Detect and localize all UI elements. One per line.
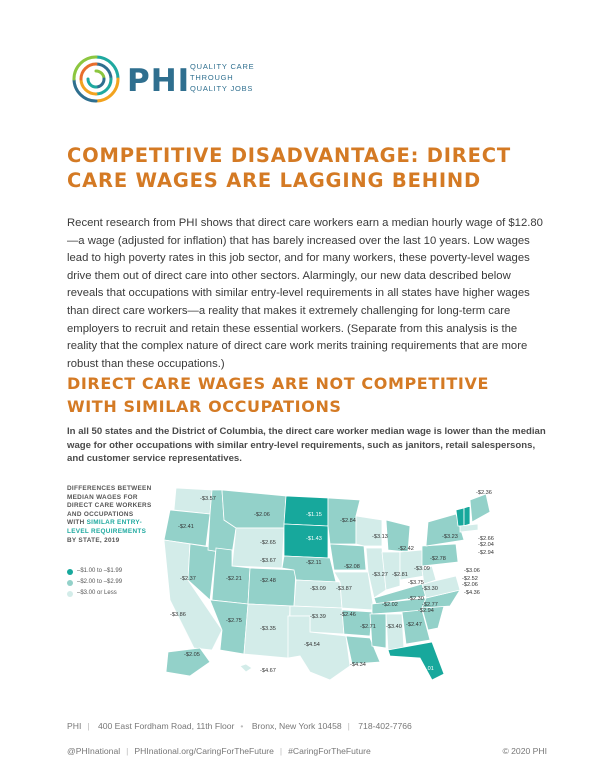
intro-paragraph: Recent research from PHI shows that direct care workers earn a median hourly wage of $12.80—a wage (adjusted for inflation) that has barely increased over the last 10 years. Low wages lead to high poverty rates in this job sector, and for many workers, these poverty-level wages drive them out of direct care into other sectors. Alarmingly, our new data described below reveals that occupations with similar entry-level requirements in all states have higher wages than direct care workers—a reality that makes it extremely challenging for long-term care employers to recruit and retain these essential workers. (Separate from this analysis is the reality that the complex nature of direct care work merits training requirements that are more robust than these occupations.) [67, 217, 543, 370]
logo-tagline: QUALITY CARE THROUGH QUALITY JOBS [190, 62, 255, 93]
state-wage-label: -$3.13 [372, 534, 388, 540]
state-wage-label: -$2.71 [360, 624, 376, 630]
state-co [248, 568, 296, 606]
state-wage-label: -$1.43 [306, 536, 322, 542]
state-wage-label: -$3.40 [386, 624, 402, 630]
state-mt [222, 490, 286, 528]
state-wage-label: -$1.15 [306, 512, 322, 518]
state-ks [294, 580, 342, 608]
state-wage-label: -$3.57 [200, 496, 216, 502]
state-wi [356, 516, 382, 546]
state-wage-label: -$2.48 [260, 578, 276, 584]
state-ms [370, 614, 386, 648]
state-wage-label: -$2.65 [260, 540, 276, 546]
hashtag-link[interactable]: #CaringForTheFuture [288, 746, 371, 756]
footer [67, 721, 547, 756]
state-wage-label: -$2.05 [184, 652, 200, 658]
state-wage-label: -$2.42 [398, 546, 414, 552]
state-wage-label: -$2.52 [462, 576, 478, 582]
state-wage-label: -$1.01 [418, 666, 434, 672]
state-wage-label: -$2.94 [418, 608, 434, 614]
phi-logo [67, 53, 267, 105]
section-heading: DIRECT CARE WAGES ARE NOT COMPETITIVE WITH SIMILAR OCCUPATIONS [67, 374, 489, 416]
map-legend [67, 566, 122, 599]
website-link[interactable]: PHInational.org/CaringForTheFuture [134, 746, 274, 756]
state-wage-label: -$4.54 [304, 642, 320, 648]
legend-item: –$2.00 to –$2.99 [67, 577, 122, 588]
state-wage-label: -$3.39 [310, 614, 326, 620]
summary-paragraph: In all 50 states and the District of Columbia, the direct care worker median wage is lower than the median wage for other occupations with similar entry-level requirements, such as janitors, retail salespersons, and customer service representatives. [67, 426, 546, 464]
footer-address-row: PHI | 400 East Fordham Road, 11th Floor • Bronx, New York 10458 | 718-402-7766 [67, 721, 412, 731]
footer-links-row: @PHInational | PHInational.org/CaringForTheFuture | #CaringForTheFuture © 2020 PHI [67, 746, 547, 756]
twitter-link[interactable]: @PHInational [67, 746, 121, 756]
state-wage-label: -$3.86 [170, 612, 186, 618]
state-wage-label: -$2.66 [478, 536, 494, 542]
state-wage-label: -$2.04 [478, 542, 494, 548]
state-wage-label: -$2.94 [478, 550, 494, 556]
state-wage-label: -$1.95 [474, 520, 490, 526]
state-wage-label: -$2.37 [180, 576, 196, 582]
state-wy [232, 528, 284, 568]
state-wage-label: -$2.41 [178, 524, 194, 530]
state-wage-label: -$2.11 [306, 560, 322, 566]
state-wage-label: -$2.21 [226, 576, 242, 582]
state-wage-label: -$4.34 [350, 662, 366, 668]
map-title: DIFFERENCES BETWEEN MEDIAN WAGES FOR DIRECT CARE WORKERS AND OCCUPATIONS WITH SIMILAR ENTRY- LEVEL REQUIREMENTS BY STATE, 2019 [67, 485, 152, 544]
state-wage-label: -$1.34 [478, 528, 494, 534]
state-wage-label: -$2.77 [422, 602, 438, 608]
phi-logo-mark-icon [67, 53, 125, 105]
state-wage-label: -$3.30 [422, 586, 438, 592]
state-wage-label: -$2.75 [226, 618, 242, 624]
copyright: © 2020 PHI [502, 746, 547, 756]
state-wage-label: -$2.46 [340, 612, 356, 618]
state-wage-label: -$3.23 [442, 534, 458, 540]
state-wage-label: -$2.81 [392, 572, 408, 578]
legend-item: –$1.00 to –$1.99 [67, 566, 122, 577]
state-pa [422, 544, 458, 566]
state-hi [240, 664, 252, 672]
state-wage-label: -$2.36 [476, 490, 492, 496]
state-nh [464, 506, 470, 526]
state-wage-label: -$3.87 [336, 586, 352, 592]
state-wage-label: -$3.75 [408, 580, 424, 586]
state-me [470, 494, 490, 522]
state-wage-label: -$3.06 [464, 568, 480, 574]
us-wage-map [160, 480, 500, 680]
main-heading: COMPETITIVE DISADVANTAGE: DIRECT CARE WAGES ARE LAGGING BEHIND [67, 144, 511, 192]
logo-wordmark: PHI [127, 63, 191, 99]
state-wage-label: -$4.36 [464, 590, 480, 596]
state-wage-label: -$4.67 [260, 668, 276, 674]
state-wage-label: -$3.27 [372, 572, 388, 578]
state-wage-label: -$3.09 [414, 566, 430, 572]
state-wage-label: -$2.47 [406, 622, 422, 628]
state-al [386, 614, 404, 650]
state-wage-label: -$3.09 [310, 586, 326, 592]
state-wage-label: -$3.35 [260, 626, 276, 632]
state-wage-label: -$2.78 [430, 556, 446, 562]
state-wage-label: -$2.06 [462, 582, 478, 588]
state-wage-label: -$3.67 [260, 558, 276, 564]
state-nd [284, 496, 328, 526]
state-wage-label: -$2.30 [408, 596, 424, 602]
legend-item: –$3.00 or Less [67, 588, 122, 599]
state-wage-label: -$2.06 [254, 512, 270, 518]
state-wage-label: -$2.02 [382, 602, 398, 608]
state-wage-label: -$2.84 [340, 518, 356, 524]
state-wage-label: -$2.08 [344, 564, 360, 570]
